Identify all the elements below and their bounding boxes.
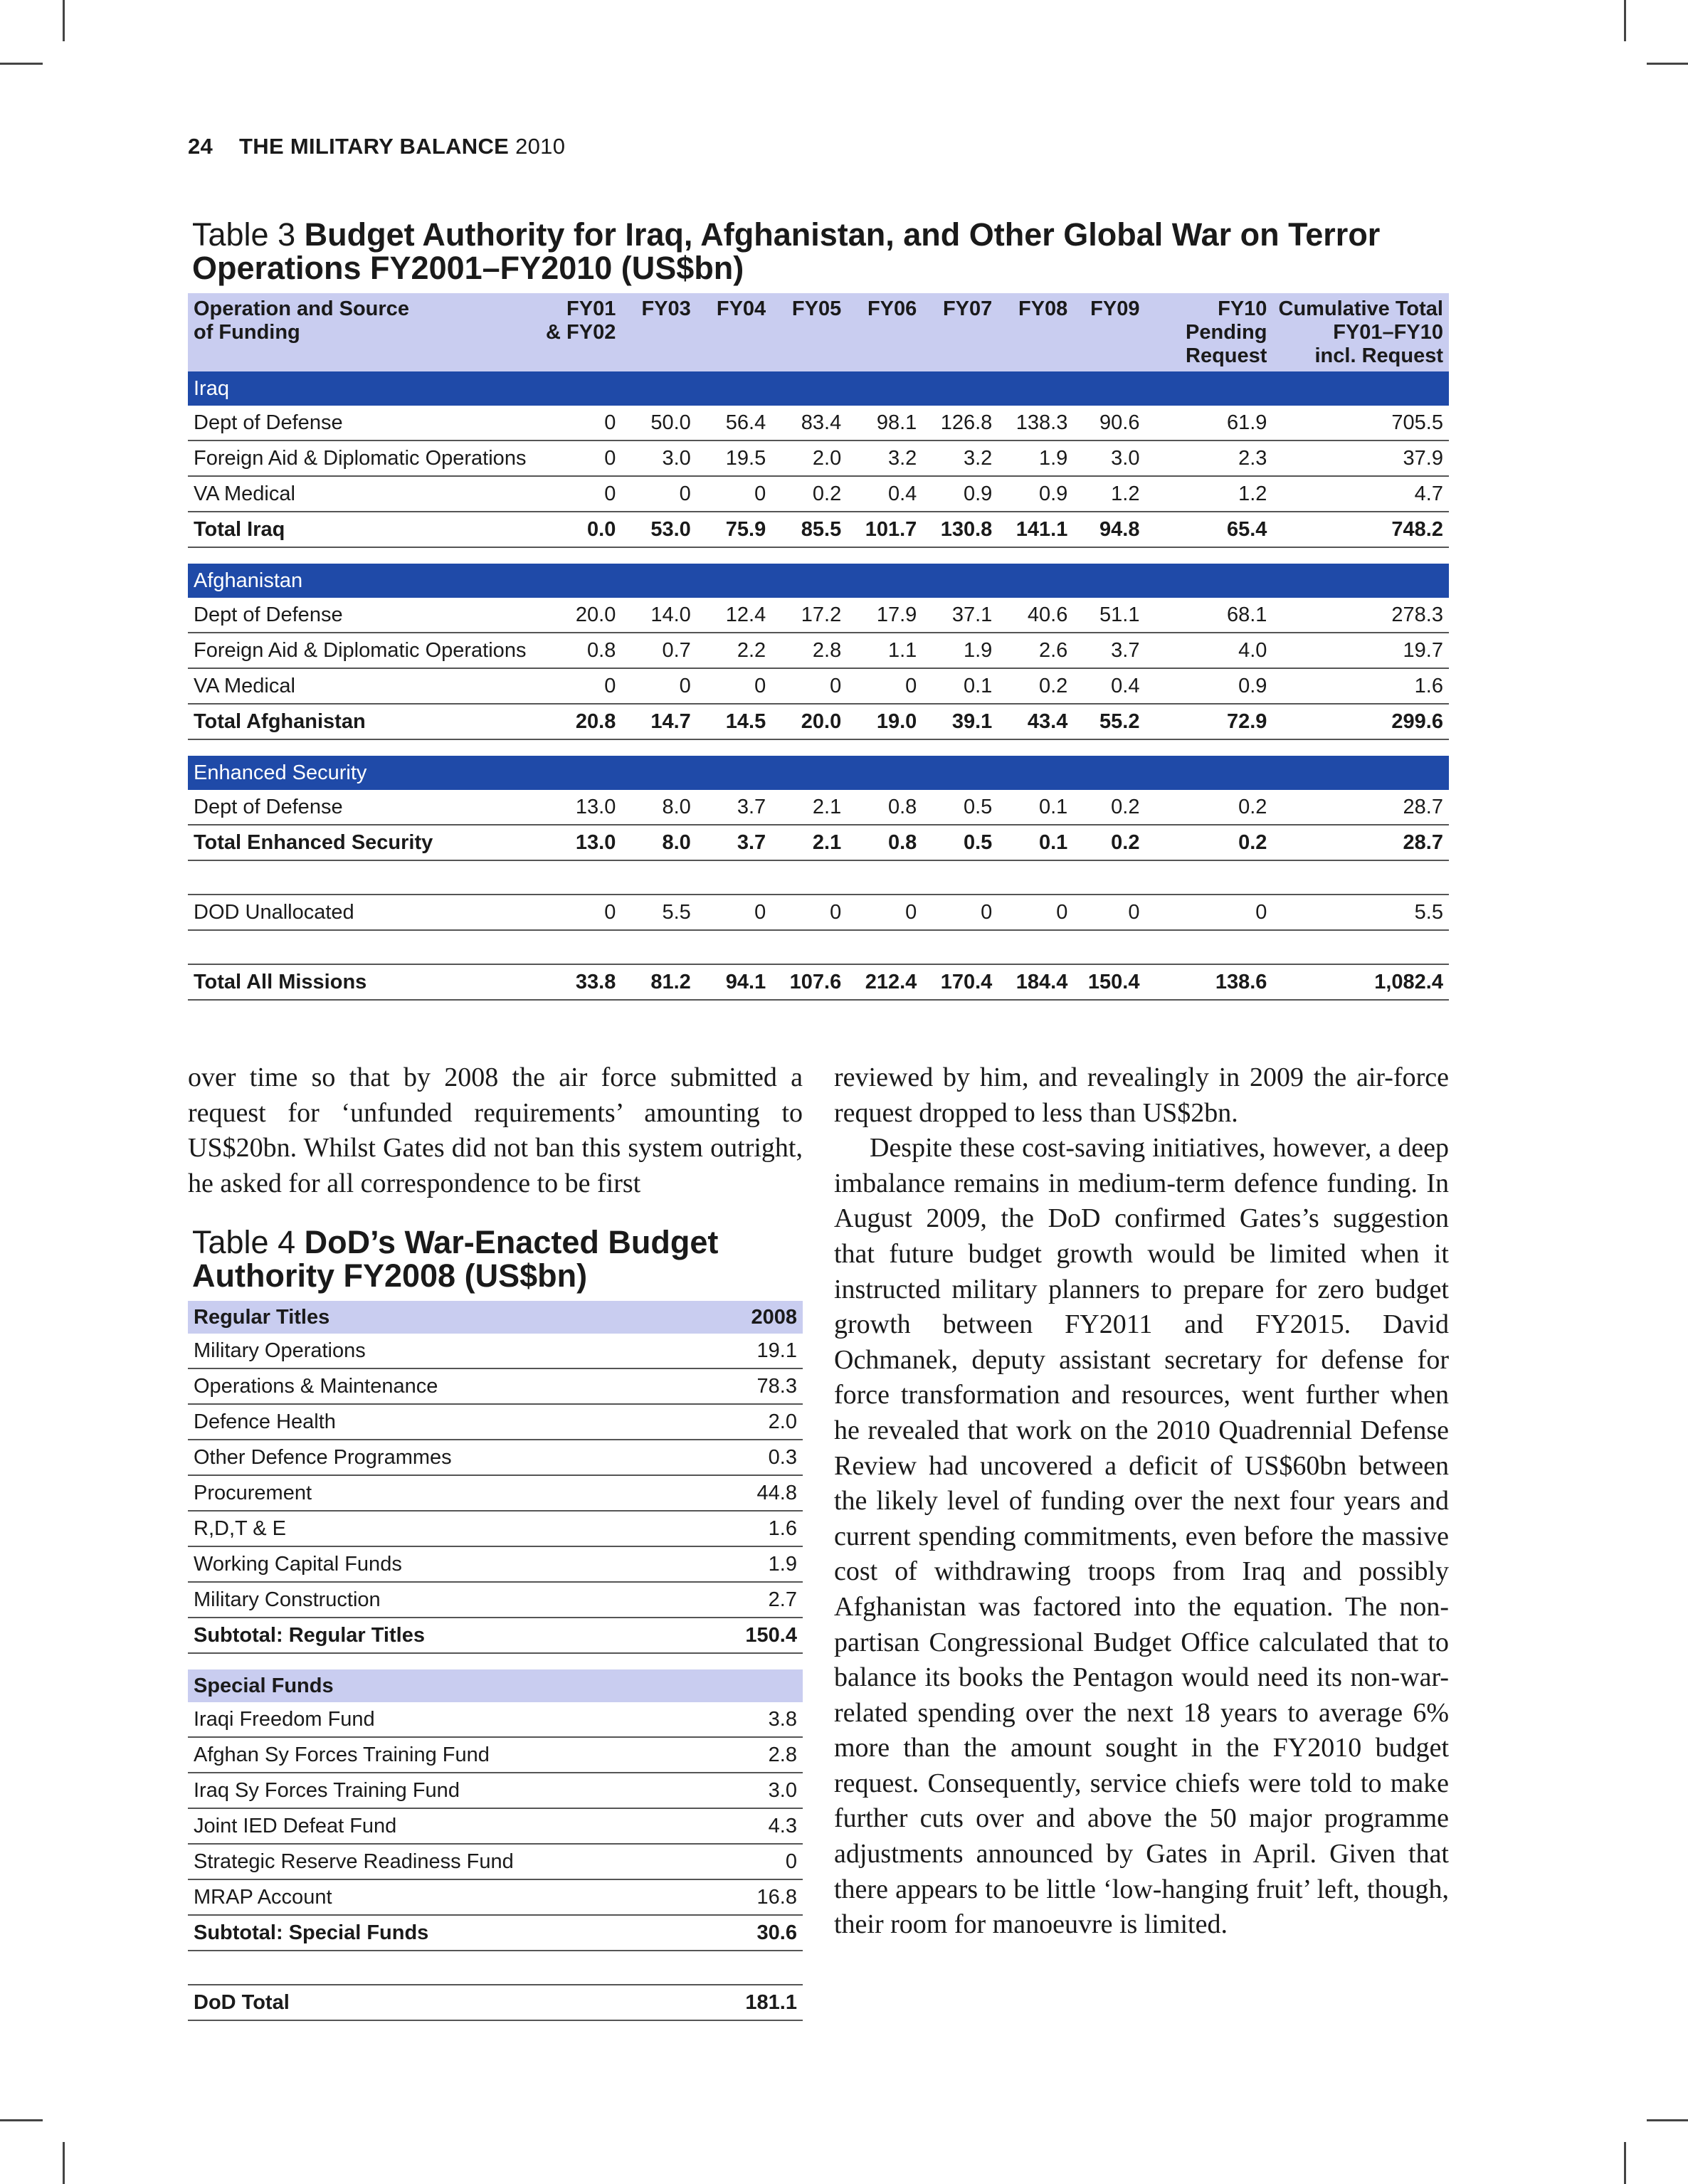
value-cell: 2.1 <box>771 790 847 825</box>
value-cell: 0.1 <box>922 668 998 704</box>
row-label: VA Medical <box>188 476 534 512</box>
table4-label: Table 4 <box>192 1224 296 1260</box>
value-cell: 0.5 <box>922 825 998 860</box>
value-cell: 0.2 <box>1073 790 1145 825</box>
crop-mark <box>1647 63 1688 65</box>
value-cell: 1.2 <box>1073 476 1145 512</box>
row-label: Operations & Maintenance <box>188 1368 663 1404</box>
value-cell: 101.7 <box>847 512 922 547</box>
value-cell: 20.0 <box>534 598 621 633</box>
value-cell: 2.1 <box>771 825 847 860</box>
value-cell: 2.6 <box>998 633 1073 668</box>
table3-title <box>192 218 1402 285</box>
value-cell: 72.9 <box>1145 704 1272 739</box>
value-cell: 107.6 <box>771 964 847 1000</box>
value-cell: 56.4 <box>697 406 771 441</box>
value-cell: 5.5 <box>621 895 696 930</box>
value-cell: 90.6 <box>1073 406 1145 441</box>
row-label: Iraq Sy Forces Training Fund <box>188 1773 663 1808</box>
dod-total-row <box>188 1985 803 2020</box>
value-cell: 14.7 <box>621 704 696 739</box>
col-header-fy03: FY03 <box>621 293 696 371</box>
row-label: Strategic Reserve Readiness Fund <box>188 1844 663 1879</box>
value-cell: 0.9 <box>1145 668 1272 704</box>
value-cell: 8.0 <box>621 790 696 825</box>
value-cell: 1.6 <box>1272 668 1449 704</box>
spacer-row <box>188 739 1449 756</box>
value-cell: 78.3 <box>663 1368 803 1404</box>
running-head <box>188 134 565 159</box>
value-cell: 39.1 <box>922 704 998 739</box>
table-row <box>188 1582 803 1618</box>
row-label: Foreign Aid & Diplomatic Operations <box>188 633 534 668</box>
value-cell: 94.1 <box>697 964 771 1000</box>
spacer-row <box>188 547 1449 564</box>
row-label: DOD Unallocated <box>188 895 534 930</box>
table-row <box>188 1844 803 1879</box>
value-cell: 0.8 <box>847 790 922 825</box>
row-label: Military Construction <box>188 1582 663 1618</box>
value-cell: 0 <box>847 895 922 930</box>
body-paragraph: reviewed by him, and revealingly in 2009 the air-force request dropped to less than US$2bn. <box>834 1062 1449 1128</box>
value-cell: 0.7 <box>621 633 696 668</box>
value-cell: 1.9 <box>922 633 998 668</box>
value-cell: 4.7 <box>1272 476 1449 512</box>
value-cell: 0 <box>1145 895 1272 930</box>
value-cell: 150.4 <box>663 1618 803 1653</box>
value-cell: 0.2 <box>1145 825 1272 860</box>
value-cell: 81.2 <box>621 964 696 1000</box>
spacer-cell <box>188 1653 803 1669</box>
value-cell: 299.6 <box>1272 704 1449 739</box>
value-cell: 126.8 <box>922 406 998 441</box>
body-paragraph: Despite these cost-saving initiatives, however, a deep imbalance remains in medium-term defence funding. In August 2009, the DoD confirmed Gates’s suggestion that future budget growth would be limited when it instructed military planners to prepare for zero budget growth between FY2011 and FY2015. David Ochmanek, deputy assistant secretary for defense for force transformation and resources, went further when he revealed that work on the 2010 Quadrennial Defense Review had uncovered a deficit of US$60bn between the likely level of funding over the next four years and current spending commitments, even before the massive cost of withdrawing troops from Iraq and possibly Afghanistan was factored into the equation. The non-partisan Congressional Budget Office calculated that to balance its books the Pentagon would need its non-war-related spending over the next 18 years to average 6% more than the amount sought in the FY2010 budget request. Consequently, service chiefs were told to make further cuts over and above the 50 major programme adjustments announced by Gates in April. Given that there appears to be little ‘low-hanging fruit’ left, though, their room for manoeuvre is limited. <box>834 1133 1449 1940</box>
row-label: Dept of Defense <box>188 598 534 633</box>
value-cell: 13.0 <box>534 825 621 860</box>
value-cell: 0.1 <box>998 825 1073 860</box>
special-funds-header <box>188 1669 803 1702</box>
crop-mark <box>0 63 43 65</box>
table-row <box>188 441 1449 476</box>
table3 <box>188 293 1449 1001</box>
value-cell: 2.8 <box>771 633 847 668</box>
row-label: Joint IED Defeat Fund <box>188 1808 663 1844</box>
spacer-row <box>188 860 1449 895</box>
spacer-cell <box>188 1951 803 1985</box>
row-label: Total Iraq <box>188 512 534 547</box>
total-row <box>188 704 1449 739</box>
value-cell: 44.8 <box>663 1475 803 1511</box>
section-label: Iraq <box>188 371 1449 406</box>
row-label: Subtotal: Special Funds <box>188 1915 663 1951</box>
value-cell: 0.2 <box>998 668 1073 704</box>
value-cell: 20.8 <box>534 704 621 739</box>
value-cell: 0.4 <box>1073 668 1145 704</box>
row-label: Procurement <box>188 1475 663 1511</box>
total-row <box>188 825 1449 860</box>
value-cell: 3.2 <box>847 441 922 476</box>
value-cell: 30.6 <box>663 1915 803 1951</box>
body-right-column <box>834 1060 1449 1943</box>
value-cell: 0.4 <box>847 476 922 512</box>
table3-body <box>188 371 1449 1000</box>
table-row <box>188 1879 803 1915</box>
table4-title <box>192 1225 804 1292</box>
value-cell: 3.7 <box>697 790 771 825</box>
value-cell: 17.2 <box>771 598 847 633</box>
value-cell: 0 <box>534 441 621 476</box>
value-cell: 33.8 <box>534 964 621 1000</box>
value-cell: 0.9 <box>922 476 998 512</box>
value-cell: 184.4 <box>998 964 1073 1000</box>
value-cell: 1.9 <box>663 1546 803 1582</box>
col-header-fy08: FY08 <box>998 293 1073 371</box>
table-row <box>188 790 1449 825</box>
section-row <box>188 564 1449 598</box>
body-paragraph: over time so that by 2008 the air force submitted a request for ‘unfunded requirements’ amounting to US$20bn. Whilst Gates did not ban this system outright, he asked for all correspondence to be first <box>188 1062 803 1198</box>
table-row <box>188 598 1449 633</box>
value-cell: 14.0 <box>621 598 696 633</box>
value-cell: 14.5 <box>697 704 771 739</box>
spacer-row <box>188 930 1449 964</box>
crop-mark <box>1624 0 1626 41</box>
value-cell: 40.6 <box>998 598 1073 633</box>
row-label: Defence Health <box>188 1404 663 1440</box>
special-funds-label: Special Funds <box>188 1669 803 1702</box>
table4-caption-line1: DoD’s War-Enacted Budget <box>304 1224 719 1260</box>
value-cell: 130.8 <box>922 512 998 547</box>
table3-caption: Budget Authority for Iraq, Afghanistan, and Other Global War on Terror Operations FY2001–FY2010 (US$bn) <box>192 216 1381 286</box>
value-cell: 170.4 <box>922 964 998 1000</box>
row-label: Afghan Sy Forces Training Fund <box>188 1737 663 1773</box>
subtotal-row <box>188 1915 803 1951</box>
value-cell: 0 <box>534 895 621 930</box>
row-label: Military Operations <box>188 1334 663 1368</box>
value-cell: 0 <box>771 668 847 704</box>
value-cell: 28.7 <box>1272 790 1449 825</box>
value-cell: 3.0 <box>663 1773 803 1808</box>
value-cell: 94.8 <box>1073 512 1145 547</box>
table4-caption-line2: Authority FY2008 (US$bn) <box>192 1257 588 1294</box>
row-label: Total All Missions <box>188 964 534 1000</box>
value-cell: 16.8 <box>663 1879 803 1915</box>
value-cell: 43.4 <box>998 704 1073 739</box>
value-cell: 20.0 <box>771 704 847 739</box>
value-cell: 1.2 <box>1145 476 1272 512</box>
value-cell: 0.8 <box>534 633 621 668</box>
section-row <box>188 371 1449 406</box>
section-row <box>188 756 1449 790</box>
table-row <box>188 1702 803 1737</box>
value-cell: 37.9 <box>1272 441 1449 476</box>
section-label: Afghanistan <box>188 564 1449 598</box>
value-cell: 13.0 <box>534 790 621 825</box>
row-label: Other Defence Programmes <box>188 1440 663 1475</box>
spacer-row <box>188 1951 803 1985</box>
value-cell: 0 <box>534 406 621 441</box>
value-cell: 141.1 <box>998 512 1073 547</box>
spacer-cell <box>188 547 1449 564</box>
table-row <box>188 1773 803 1808</box>
row-label: Total Enhanced Security <box>188 825 534 860</box>
value-cell: 75.9 <box>697 512 771 547</box>
row-label: DoD Total <box>188 1985 663 2020</box>
row-label: R,D,T & E <box>188 1511 663 1546</box>
table-row <box>188 476 1449 512</box>
value-cell: 0.2 <box>771 476 847 512</box>
row-label: Total Afghanistan <box>188 704 534 739</box>
value-cell: 19.1 <box>663 1334 803 1368</box>
row-label: Iraqi Freedom Fund <box>188 1702 663 1737</box>
row-label: Subtotal: Regular Titles <box>188 1618 663 1653</box>
value-cell: 181.1 <box>663 1985 803 2020</box>
value-cell: 0 <box>998 895 1073 930</box>
value-cell: 2.0 <box>663 1404 803 1440</box>
value-cell: 0 <box>697 895 771 930</box>
row-label: Dept of Defense <box>188 790 534 825</box>
table-row <box>188 1334 803 1368</box>
value-cell: 53.0 <box>621 512 696 547</box>
value-cell: 138.6 <box>1145 964 1272 1000</box>
value-cell: 12.4 <box>697 598 771 633</box>
crop-mark <box>0 2119 43 2121</box>
value-cell: 5.5 <box>1272 895 1449 930</box>
row-label: Dept of Defense <box>188 406 534 441</box>
col-header-fy10: FY10 Pending Request <box>1145 293 1272 371</box>
value-cell: 3.7 <box>697 825 771 860</box>
total-row <box>188 512 1449 547</box>
value-cell: 212.4 <box>847 964 922 1000</box>
regular-titles-header <box>188 1301 803 1334</box>
crop-mark <box>1624 2142 1626 2184</box>
crop-mark <box>1647 2119 1688 2121</box>
table-row <box>188 1511 803 1546</box>
table-row <box>188 1404 803 1440</box>
spacer-cell <box>188 739 1449 756</box>
value-cell: 3.0 <box>621 441 696 476</box>
value-cell: 28.7 <box>1272 825 1449 860</box>
value-cell: 2.0 <box>771 441 847 476</box>
publication-year: 2010 <box>515 134 566 159</box>
value-cell: 0 <box>697 476 771 512</box>
value-cell: 2.7 <box>663 1582 803 1618</box>
value-cell: 85.5 <box>771 512 847 547</box>
value-cell: 150.4 <box>1073 964 1145 1000</box>
value-cell: 19.0 <box>847 704 922 739</box>
value-cell: 0 <box>771 895 847 930</box>
col-header-fy01: FY01 & FY02 <box>534 293 621 371</box>
value-cell: 705.5 <box>1272 406 1449 441</box>
table-row <box>188 1440 803 1475</box>
crop-mark <box>63 2142 65 2184</box>
row-label: Foreign Aid & Diplomatic Operations <box>188 441 534 476</box>
value-cell: 50.0 <box>621 406 696 441</box>
value-cell: 3.8 <box>663 1702 803 1737</box>
value-cell: 0.2 <box>1145 790 1272 825</box>
value-cell: 0 <box>1073 895 1145 930</box>
value-cell: 0.9 <box>998 476 1073 512</box>
spacer-cell <box>188 930 1449 964</box>
value-cell: 4.0 <box>1145 633 1272 668</box>
value-cell: 748.2 <box>1272 512 1449 547</box>
value-cell: 65.4 <box>1145 512 1272 547</box>
table-row <box>188 1546 803 1582</box>
table-row <box>188 1808 803 1844</box>
spacer-row <box>188 1653 803 1669</box>
value-cell: 0 <box>847 668 922 704</box>
publication-title: THE MILITARY BALANCE <box>239 134 510 159</box>
col-header-cumulative: Cumulative Total FY01–FY10 incl. Request <box>1272 293 1449 371</box>
value-cell: 0.5 <box>922 790 998 825</box>
grand-total-row <box>188 964 1449 1000</box>
col-header-fy07: FY07 <box>922 293 998 371</box>
col-header-fy04: FY04 <box>697 293 771 371</box>
subtotal-row <box>188 1618 803 1653</box>
col-header-operation: Operation and Source of Funding <box>188 293 534 371</box>
table-row <box>188 1737 803 1773</box>
value-cell: 0 <box>534 476 621 512</box>
table-row <box>188 633 1449 668</box>
value-cell: 19.5 <box>697 441 771 476</box>
value-cell: 1.9 <box>998 441 1073 476</box>
row-label: VA Medical <box>188 668 534 704</box>
value-cell: 138.3 <box>998 406 1073 441</box>
spacer-cell <box>188 860 1449 895</box>
value-cell: 83.4 <box>771 406 847 441</box>
body-left-column <box>188 1060 803 1201</box>
value-cell: 0.1 <box>998 790 1073 825</box>
value-cell: 0 <box>922 895 998 930</box>
value-cell: 0.8 <box>847 825 922 860</box>
row-label: Working Capital Funds <box>188 1546 663 1582</box>
table4 <box>188 1301 803 2021</box>
value-cell: 1.6 <box>663 1511 803 1546</box>
page-number: 24 <box>188 134 213 159</box>
col-header-fy05: FY05 <box>771 293 847 371</box>
value-cell: 37.1 <box>922 598 998 633</box>
value-cell: 68.1 <box>1145 598 1272 633</box>
value-cell: 0 <box>621 668 696 704</box>
value-cell: 17.9 <box>847 598 922 633</box>
year-header: 2008 <box>663 1301 803 1334</box>
col-header-fy06: FY06 <box>847 293 922 371</box>
value-cell: 0 <box>697 668 771 704</box>
value-cell: 19.7 <box>1272 633 1449 668</box>
table-row <box>188 406 1449 441</box>
value-cell: 2.2 <box>697 633 771 668</box>
value-cell: 55.2 <box>1073 704 1145 739</box>
table-row <box>188 1368 803 1404</box>
value-cell: 2.3 <box>1145 441 1272 476</box>
value-cell: 98.1 <box>847 406 922 441</box>
value-cell: 3.0 <box>1073 441 1145 476</box>
value-cell: 1.1 <box>847 633 922 668</box>
table-row <box>188 1475 803 1511</box>
value-cell: 0.2 <box>1073 825 1145 860</box>
value-cell: 0 <box>663 1844 803 1879</box>
value-cell: 1,082.4 <box>1272 964 1449 1000</box>
section-label: Enhanced Security <box>188 756 1449 790</box>
value-cell: 51.1 <box>1073 598 1145 633</box>
value-cell: 3.2 <box>922 441 998 476</box>
regular-titles-label: Regular Titles <box>188 1301 663 1334</box>
value-cell: 3.7 <box>1073 633 1145 668</box>
value-cell: 0 <box>534 668 621 704</box>
table-row <box>188 895 1449 930</box>
value-cell: 0.0 <box>534 512 621 547</box>
row-label: MRAP Account <box>188 1879 663 1915</box>
table4-body <box>188 1301 803 2020</box>
crop-mark <box>63 0 65 41</box>
value-cell: 61.9 <box>1145 406 1272 441</box>
value-cell: 0.3 <box>663 1440 803 1475</box>
value-cell: 0 <box>621 476 696 512</box>
value-cell: 278.3 <box>1272 598 1449 633</box>
value-cell: 8.0 <box>621 825 696 860</box>
col-header-fy09: FY09 <box>1073 293 1145 371</box>
value-cell: 2.8 <box>663 1737 803 1773</box>
table3-label: Table 3 <box>192 216 296 253</box>
table-row <box>188 668 1449 704</box>
value-cell: 4.3 <box>663 1808 803 1844</box>
